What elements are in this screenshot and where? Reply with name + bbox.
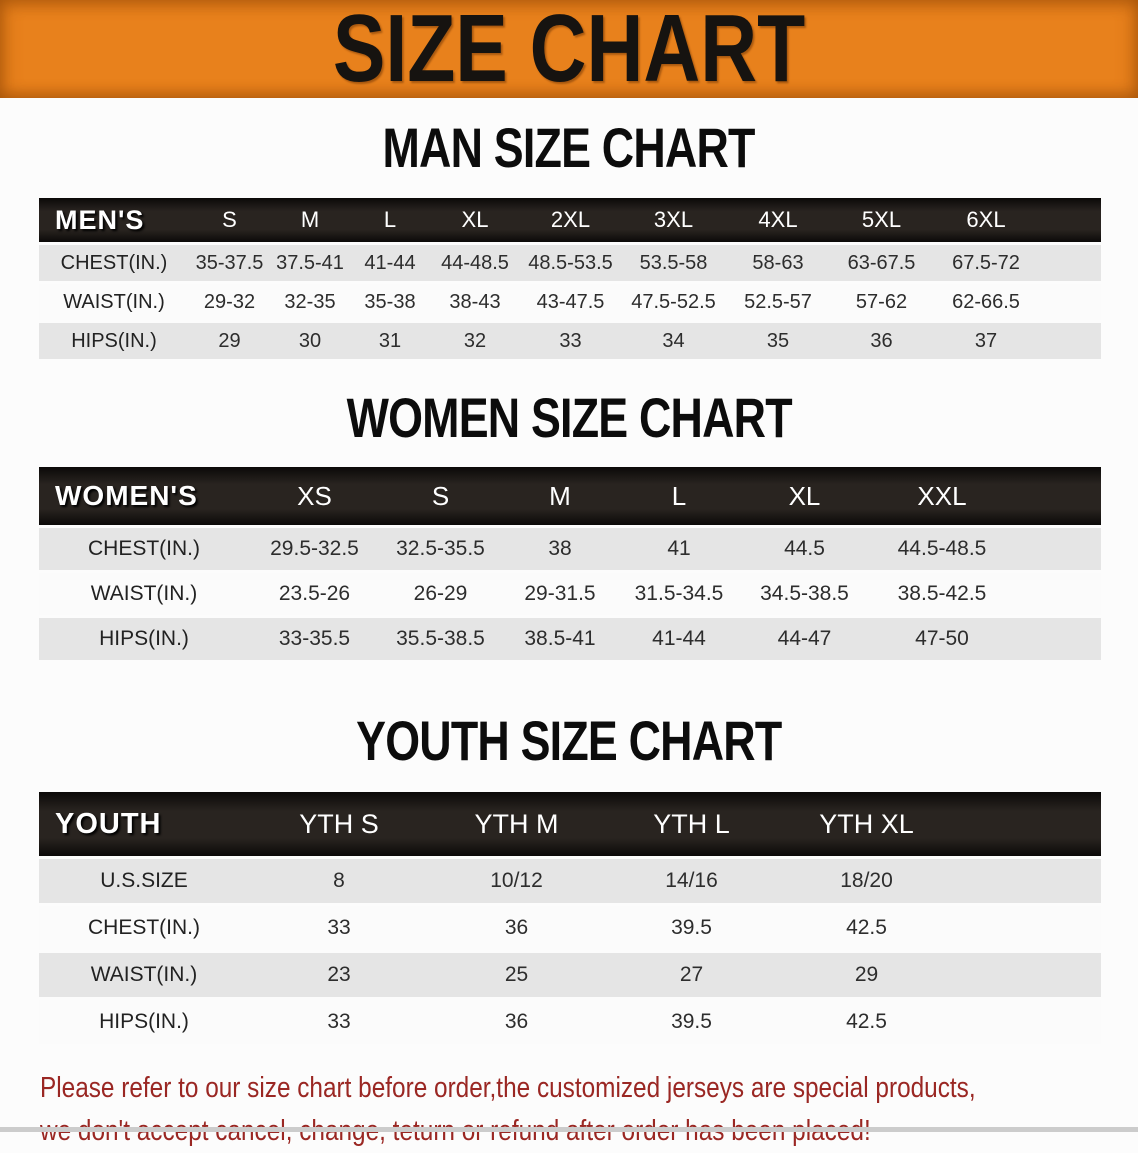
womens-size-table bbox=[39, 464, 1101, 663]
size-value: 37.5-41 bbox=[270, 245, 350, 281]
table-header-row bbox=[39, 467, 1101, 525]
filler-cell bbox=[1014, 467, 1101, 525]
size-value: 34 bbox=[621, 323, 726, 359]
size-column-header: YTH L bbox=[604, 792, 779, 856]
table-header-label: MEN'S bbox=[39, 198, 189, 242]
size-value: 67.5-72 bbox=[933, 245, 1039, 281]
table-header-label: YOUTH bbox=[39, 792, 249, 856]
size-column-header: S bbox=[189, 198, 270, 242]
row-label: CHEST(IN.) bbox=[39, 245, 189, 281]
size-value: 35 bbox=[726, 323, 830, 359]
size-value: 29 bbox=[779, 953, 954, 997]
table-row bbox=[39, 284, 1101, 320]
filler-cell bbox=[954, 792, 1101, 856]
size-value: 63-67.5 bbox=[830, 245, 933, 281]
table-row bbox=[39, 573, 1101, 615]
size-column-header: 3XL bbox=[621, 198, 726, 242]
size-value: 32 bbox=[430, 323, 520, 359]
filler-cell bbox=[1014, 528, 1101, 570]
table-row bbox=[39, 953, 1101, 997]
filler-cell bbox=[1014, 618, 1101, 660]
row-label: HIPS(IN.) bbox=[39, 618, 249, 660]
row-label: HIPS(IN.) bbox=[39, 1000, 249, 1044]
table-row bbox=[39, 906, 1101, 950]
bottom-edge-divider bbox=[0, 1127, 1138, 1132]
size-column-header: M bbox=[270, 198, 350, 242]
size-value: 36 bbox=[429, 1000, 604, 1044]
size-value: 31 bbox=[350, 323, 430, 359]
size-value: 47.5-52.5 bbox=[621, 284, 726, 320]
size-value: 10/12 bbox=[429, 859, 604, 903]
size-value: 38.5-42.5 bbox=[870, 573, 1014, 615]
table-header-row bbox=[39, 792, 1101, 856]
table-row bbox=[39, 528, 1101, 570]
size-column-header: XS bbox=[249, 467, 380, 525]
table-row bbox=[39, 618, 1101, 660]
row-label: WAIST(IN.) bbox=[39, 573, 249, 615]
table-row bbox=[39, 1000, 1101, 1044]
row-label: U.S.SIZE bbox=[39, 859, 249, 903]
size-value: 23 bbox=[249, 953, 429, 997]
man-heading-text: MAN SIZE CHART bbox=[382, 116, 756, 179]
size-value: 62-66.5 bbox=[933, 284, 1039, 320]
size-value: 39.5 bbox=[604, 1000, 779, 1044]
disclaimer-text bbox=[40, 1067, 976, 1153]
filler-cell bbox=[954, 859, 1101, 903]
size-value: 29-31.5 bbox=[501, 573, 619, 615]
size-value: 29 bbox=[189, 323, 270, 359]
table-header-label: WOMEN'S bbox=[39, 467, 249, 525]
size-column-header: XL bbox=[739, 467, 870, 525]
size-value: 53.5-58 bbox=[621, 245, 726, 281]
size-value: 8 bbox=[249, 859, 429, 903]
size-column-header: M bbox=[501, 467, 619, 525]
filler-cell bbox=[954, 1000, 1101, 1044]
filler-cell bbox=[954, 953, 1101, 997]
filler-cell bbox=[1039, 245, 1101, 281]
row-label: HIPS(IN.) bbox=[39, 323, 189, 359]
size-column-header: L bbox=[350, 198, 430, 242]
size-value: 33-35.5 bbox=[249, 618, 380, 660]
size-value: 33 bbox=[520, 323, 621, 359]
size-value: 41-44 bbox=[619, 618, 739, 660]
size-column-header: S bbox=[380, 467, 501, 525]
size-value: 52.5-57 bbox=[726, 284, 830, 320]
size-value: 41 bbox=[619, 528, 739, 570]
size-chart-banner bbox=[0, 0, 1138, 102]
size-value: 35-38 bbox=[350, 284, 430, 320]
women-heading-text: WOMEN SIZE CHART bbox=[346, 386, 792, 449]
filler-cell bbox=[1039, 198, 1101, 242]
youth-heading-text: YOUTH SIZE CHART bbox=[356, 709, 782, 772]
size-value: 35.5-38.5 bbox=[380, 618, 501, 660]
size-value: 35-37.5 bbox=[189, 245, 270, 281]
row-label: WAIST(IN.) bbox=[39, 284, 189, 320]
size-value: 23.5-26 bbox=[249, 573, 380, 615]
size-value: 48.5-53.5 bbox=[520, 245, 621, 281]
size-value: 42.5 bbox=[779, 906, 954, 950]
size-value: 25 bbox=[429, 953, 604, 997]
banner-title: SIZE CHART bbox=[332, 0, 806, 102]
table-row bbox=[39, 859, 1101, 903]
size-value: 29.5-32.5 bbox=[249, 528, 380, 570]
table-header-row bbox=[39, 198, 1101, 242]
size-value: 18/20 bbox=[779, 859, 954, 903]
size-column-header: L bbox=[619, 467, 739, 525]
size-value: 38.5-41 bbox=[501, 618, 619, 660]
size-value: 32-35 bbox=[270, 284, 350, 320]
size-value: 41-44 bbox=[350, 245, 430, 281]
row-label: CHEST(IN.) bbox=[39, 528, 249, 570]
mens-size-table bbox=[39, 195, 1101, 362]
size-value: 44-47 bbox=[739, 618, 870, 660]
size-value: 26-29 bbox=[380, 573, 501, 615]
size-value: 39.5 bbox=[604, 906, 779, 950]
size-value: 27 bbox=[604, 953, 779, 997]
size-column-header: 4XL bbox=[726, 198, 830, 242]
filler-cell bbox=[1039, 323, 1101, 359]
youth-section-heading bbox=[0, 709, 1138, 772]
size-column-header: XXL bbox=[870, 467, 1014, 525]
row-label: WAIST(IN.) bbox=[39, 953, 249, 997]
size-value: 29-32 bbox=[189, 284, 270, 320]
size-column-header: 5XL bbox=[830, 198, 933, 242]
size-value: 33 bbox=[249, 906, 429, 950]
size-column-header: YTH M bbox=[429, 792, 604, 856]
filler-cell bbox=[954, 906, 1101, 950]
size-value: 32.5-35.5 bbox=[380, 528, 501, 570]
size-value: 44.5 bbox=[739, 528, 870, 570]
size-column-header: XL bbox=[430, 198, 520, 242]
filler-cell bbox=[1014, 573, 1101, 615]
size-column-header: YTH XL bbox=[779, 792, 954, 856]
size-value: 14/16 bbox=[604, 859, 779, 903]
size-value: 34.5-38.5 bbox=[739, 573, 870, 615]
row-label: CHEST(IN.) bbox=[39, 906, 249, 950]
size-column-header: 2XL bbox=[520, 198, 621, 242]
size-value: 36 bbox=[830, 323, 933, 359]
man-section-heading bbox=[0, 116, 1138, 179]
size-value: 47-50 bbox=[870, 618, 1014, 660]
size-value: 37 bbox=[933, 323, 1039, 359]
size-value: 36 bbox=[429, 906, 604, 950]
size-value: 44-48.5 bbox=[430, 245, 520, 281]
size-value: 33 bbox=[249, 1000, 429, 1044]
table-row bbox=[39, 323, 1101, 359]
women-section-heading bbox=[0, 386, 1138, 449]
size-value: 38 bbox=[501, 528, 619, 570]
youth-size-table bbox=[39, 789, 1101, 1047]
size-value: 31.5-34.5 bbox=[619, 573, 739, 615]
size-value: 43-47.5 bbox=[520, 284, 621, 320]
table-row bbox=[39, 245, 1101, 281]
size-value: 30 bbox=[270, 323, 350, 359]
disclaimer-line-1: Please refer to our size chart before order,the customized jerseys are special products, bbox=[40, 1072, 976, 1104]
size-value: 58-63 bbox=[726, 245, 830, 281]
filler-cell bbox=[1039, 284, 1101, 320]
size-value: 42.5 bbox=[779, 1000, 954, 1044]
size-column-header: YTH S bbox=[249, 792, 429, 856]
size-value: 44.5-48.5 bbox=[870, 528, 1014, 570]
size-value: 38-43 bbox=[430, 284, 520, 320]
size-value: 57-62 bbox=[830, 284, 933, 320]
size-column-header: 6XL bbox=[933, 198, 1039, 242]
